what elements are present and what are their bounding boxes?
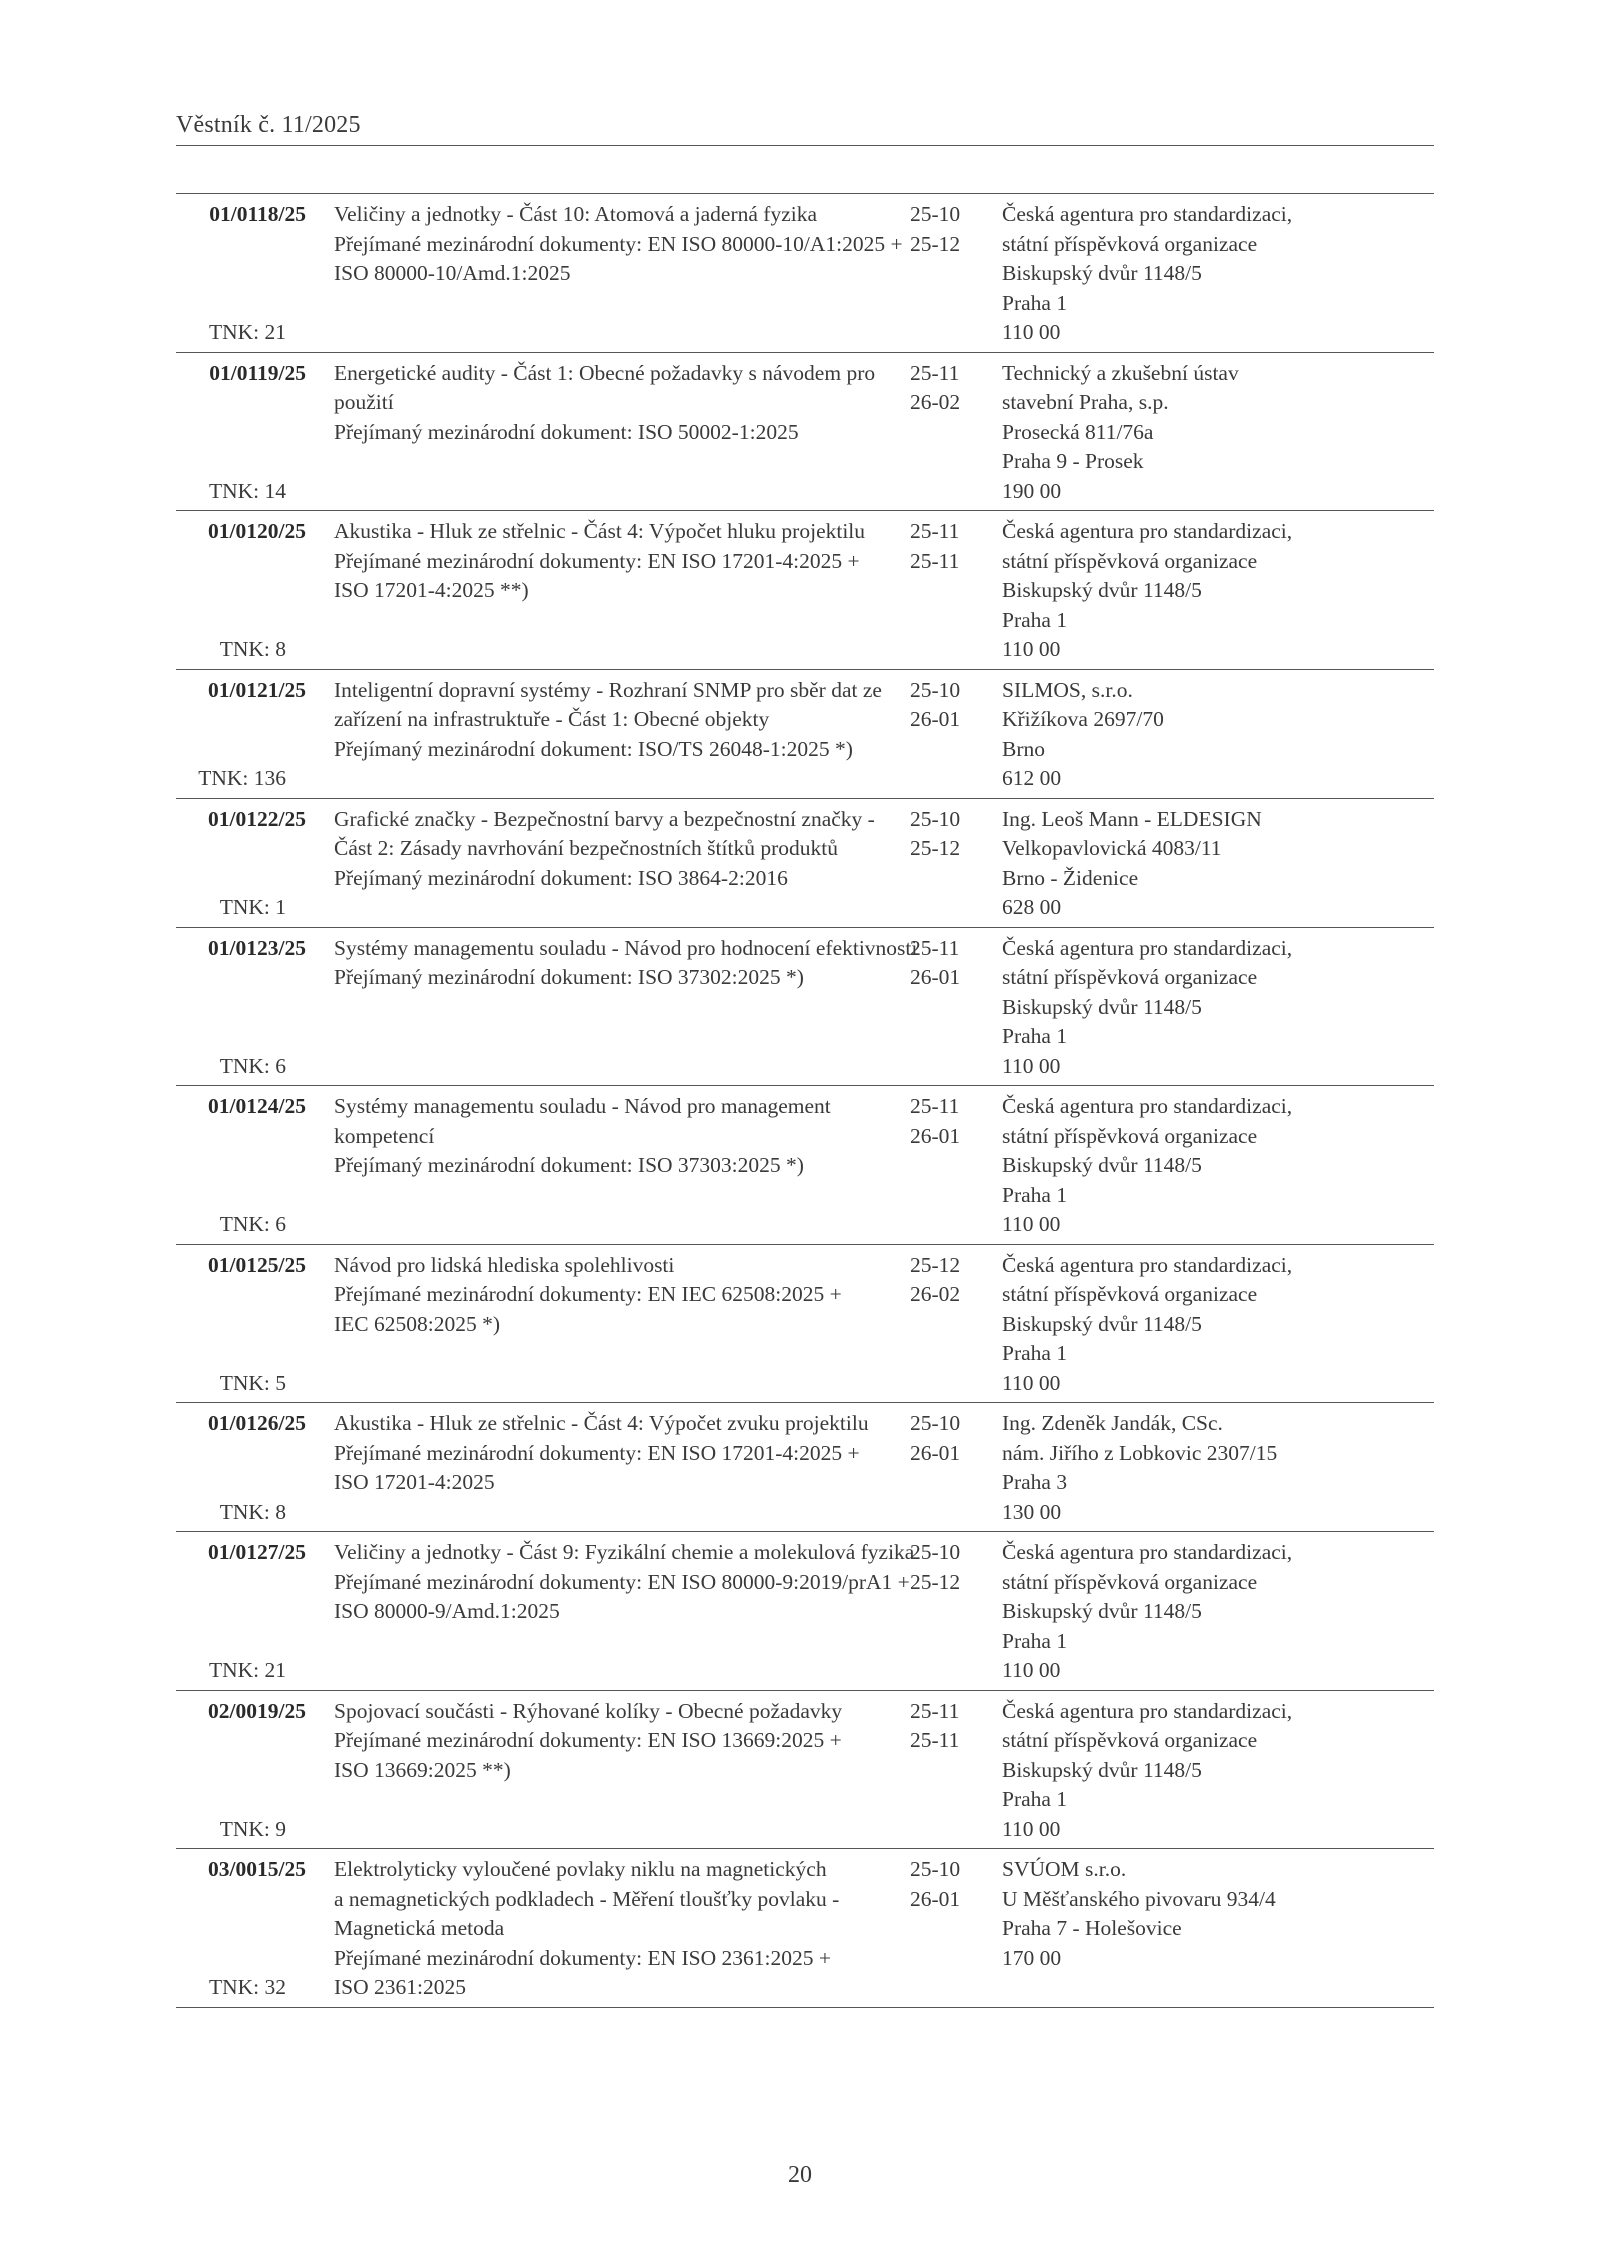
organization-line: 110 00: [1002, 320, 1061, 344]
organization-line: Praha 1: [1002, 1024, 1068, 1048]
date-line: 25-11: [910, 1728, 960, 1752]
standard-title-cell: [334, 1855, 886, 2003]
organization-line: SILMOS, s.r.o.: [1002, 677, 1133, 702]
organization-line: Praha 1: [1002, 607, 1068, 632]
organization-line: 110 00: [1002, 1053, 1061, 1078]
standard-number-cell: [176, 1697, 306, 1845]
organization-line: státní příspěvková organizace: [1002, 1123, 1258, 1148]
standard-title-cell: [334, 1697, 886, 1845]
standard-number: 01/0122/25: [208, 806, 306, 831]
organization-line: Brno - Židenice: [1002, 865, 1139, 890]
standard-title-cell: [334, 359, 886, 507]
organization-line: Biskupský dvůr 1148/5: [1002, 1757, 1202, 1782]
date-line: 25-11: [910, 1094, 960, 1118]
standard-number-cell: [176, 200, 306, 348]
title-line: Část 2: Zásady navrhování bezpečnostních štítků produktů: [334, 836, 838, 860]
standard-title-cell: [334, 200, 903, 348]
tnk-label: TNK: 21: [208, 1658, 286, 1682]
organization-line: Biskupský dvůr 1148/5: [1002, 1311, 1202, 1336]
date-line: 26-02: [910, 1282, 961, 1306]
date-line: 25-10: [910, 806, 961, 831]
table-row: [176, 194, 1434, 353]
organization-line: Česká agentura pro standardizaci,: [1002, 202, 1293, 226]
tnk-label: TNK: 21: [208, 320, 286, 344]
tnk-label: TNK: 136: [198, 766, 286, 790]
table-row: [176, 1086, 1434, 1245]
date-line: 25-11: [910, 935, 960, 960]
title-line: IEC 62508:2025 *): [334, 1311, 501, 1336]
standard-title-cell: [334, 1538, 915, 1686]
date-line: 25-12: [910, 1252, 961, 1277]
table-row: [176, 353, 1434, 512]
title-line: použití: [334, 390, 394, 414]
table-row: [176, 928, 1434, 1087]
date-line: 25-11: [910, 1698, 960, 1723]
organization-line: Biskupský dvůr 1148/5: [1002, 1599, 1202, 1623]
date-line: 25-11: [910, 548, 960, 573]
date-line: 25-10: [910, 1857, 961, 1881]
standard-number-cell: [176, 1538, 306, 1686]
standard-number: 01/0123/25: [208, 935, 306, 960]
title-line: ISO 17201-4:2025: [334, 1470, 495, 1494]
standard-number: 01/0127/25: [208, 1540, 306, 1564]
organization-line: Česká agentura pro standardizaci,: [1002, 1540, 1293, 1564]
title-line: Inteligentní dopravní systémy - Rozhraní SNMP pro sběr dat ze: [334, 677, 882, 702]
title-line: Magnetická metoda: [334, 1916, 505, 1940]
dates-cell: [910, 1697, 988, 1845]
tnk-label: TNK: 1: [219, 895, 286, 919]
dates-cell: [910, 1092, 988, 1240]
organization-line: Česká agentura pro standardizaci,: [1002, 1252, 1293, 1277]
standard-number-cell: [176, 1251, 306, 1399]
organization-cell: [1002, 517, 1434, 665]
dates-cell: [910, 805, 988, 923]
organization-line: Česká agentura pro standardizaci,: [1002, 1094, 1293, 1118]
dates-cell: [910, 200, 988, 348]
organization-line: Křižíkova 2697/70: [1002, 707, 1164, 731]
organization-line: 130 00: [1002, 1499, 1062, 1524]
organization-line: 628 00: [1002, 895, 1062, 919]
standard-number: 01/0120/25: [208, 519, 306, 543]
title-line: Přejímaný mezinárodní dokument: ISO 37302:2025 *): [334, 965, 804, 989]
title-line: Veličiny a jednotky - Část 9: Fyzikální chemie a molekulová fyzika: [334, 1540, 915, 1564]
title-line: Přejímané mezinárodní dokumenty: EN ISO 17201-4:2025 +: [334, 1440, 860, 1465]
standard-number: 01/0126/25: [208, 1411, 306, 1435]
organization-line: 170 00: [1002, 1945, 1062, 1970]
standard-number-cell: [176, 676, 306, 794]
tnk-label: TNK: 5: [219, 1370, 286, 1395]
title-line: Přejímaný mezinárodní dokument: ISO 3864-2:2016: [334, 865, 788, 890]
title-line: Systémy managementu souladu - Návod pro management: [334, 1094, 831, 1118]
date-line: 25-10: [910, 677, 961, 702]
tnk-label: TNK: 32: [208, 1975, 286, 1999]
table-row: [176, 1691, 1434, 1850]
organization-line: 110 00: [1002, 1658, 1061, 1682]
tnk-label: TNK: 8: [219, 637, 286, 661]
standards-table: [176, 193, 1434, 2008]
title-line: Přejímané mezinárodní dokumenty: EN IEC 62508:2025 +: [334, 1282, 842, 1306]
organization-line: 110 00: [1002, 1816, 1061, 1841]
title-line: Akustika - Hluk ze střelnic - Část 4: Výpočet hluku projektilu: [334, 519, 866, 543]
standard-title-cell: [334, 1092, 886, 1240]
title-line: Přejímané mezinárodní dokumenty: EN ISO 80000-10/A1:2025 +: [334, 231, 903, 256]
date-line: 26-01: [910, 1886, 961, 1911]
title-line: Přejímané mezinárodní dokumenty: EN ISO 17201-4:2025 +: [334, 548, 860, 573]
table-row: [176, 1403, 1434, 1532]
organization-line: Praha 7 - Holešovice: [1002, 1916, 1182, 1940]
organization-cell: [1002, 805, 1434, 923]
title-line: ISO 13669:2025 **): [334, 1757, 511, 1782]
standard-number-cell: [176, 805, 306, 923]
title-line: ISO 80000-10/Amd.1:2025: [334, 261, 571, 285]
organization-cell: [1002, 1855, 1434, 2003]
organization-line: státní příspěvková organizace: [1002, 231, 1258, 256]
date-line: 25-12: [910, 1569, 961, 1594]
organization-line: státní příspěvková organizace: [1002, 1569, 1258, 1594]
title-line: ISO 80000-9/Amd.1:2025: [334, 1599, 560, 1623]
date-line: 26-01: [910, 1440, 961, 1465]
table-row: [176, 1849, 1434, 2008]
organization-cell: [1002, 1538, 1434, 1686]
dates-cell: [910, 676, 988, 794]
organization-line: státní příspěvková organizace: [1002, 965, 1258, 989]
header-divider: [176, 145, 1434, 146]
date-line: 25-10: [910, 1411, 961, 1435]
organization-line: Česká agentura pro standardizaci,: [1002, 935, 1293, 960]
date-line: 26-01: [910, 707, 961, 731]
standard-number-cell: [176, 934, 306, 1082]
organization-line: 110 00: [1002, 1212, 1061, 1236]
organization-cell: [1002, 1251, 1434, 1399]
title-line: ISO 17201-4:2025 **): [334, 578, 529, 602]
dates-cell: [910, 1855, 988, 2003]
organization-line: Biskupský dvůr 1148/5: [1002, 1153, 1202, 1177]
organization-line: Brno: [1002, 736, 1045, 761]
organization-line: Biskupský dvůr 1148/5: [1002, 578, 1202, 602]
standard-number-cell: [176, 359, 306, 507]
standard-number-cell: [176, 517, 306, 665]
title-line: Přejímané mezinárodní dokumenty: EN ISO 2361:2025 +: [334, 1945, 831, 1970]
organization-line: Praha 1: [1002, 1787, 1068, 1811]
title-line: Přejímaný mezinárodní dokument: ISO 50002-1:2025: [334, 419, 799, 444]
standard-number: 01/0125/25: [208, 1252, 306, 1277]
page-number: 20: [788, 2162, 812, 2188]
organization-line: 110 00: [1002, 1370, 1061, 1395]
dates-cell: [910, 1538, 988, 1686]
standard-number-cell: [176, 1092, 306, 1240]
date-line: 25-12: [910, 231, 961, 256]
organization-line: Biskupský dvůr 1148/5: [1002, 994, 1202, 1019]
organization-line: 110 00: [1002, 637, 1061, 661]
date-line: 26-02: [910, 390, 961, 414]
organization-line: Velkopavlovická 4083/11: [1002, 836, 1222, 860]
title-line: ISO 2361:2025: [334, 1975, 466, 1999]
dates-cell: [910, 1251, 988, 1399]
organization-line: Praha 3: [1002, 1470, 1068, 1494]
table-row: [176, 799, 1434, 928]
organization-line: Ing. Leoš Mann - ELDESIGN: [1002, 806, 1262, 831]
title-line: Přejímaný mezinárodní dokument: ISO/TS 26048-1:2025 *): [334, 736, 853, 761]
date-line: 25-10: [910, 202, 961, 226]
standard-number: 01/0118/25: [209, 202, 306, 226]
dates-cell: [910, 934, 988, 1082]
organization-cell: [1002, 200, 1434, 348]
organization-line: Česká agentura pro standardizaci,: [1002, 1698, 1293, 1723]
organization-cell: [1002, 676, 1434, 794]
standard-number: 03/0015/25: [208, 1857, 306, 1881]
organization-line: státní příspěvková organizace: [1002, 1282, 1258, 1306]
organization-cell: [1002, 1092, 1434, 1240]
date-line: 25-10: [910, 1540, 961, 1564]
standard-title-cell: [334, 1251, 886, 1399]
date-line: 25-11: [910, 360, 960, 385]
standard-title-cell: [334, 1409, 886, 1527]
table-row: [176, 1532, 1434, 1691]
organization-cell: [1002, 1697, 1434, 1845]
organization-line: Praha 1: [1002, 290, 1068, 315]
date-line: 25-11: [910, 519, 960, 543]
organization-line: Praha 1: [1002, 1182, 1068, 1207]
title-line: Přejímané mezinárodní dokumenty: EN ISO 80000-9:2019/prA1 +: [334, 1569, 910, 1594]
organization-line: nám. Jiřího z Lobkovic 2307/15: [1002, 1440, 1278, 1465]
date-line: 26-01: [910, 965, 961, 989]
standard-number-cell: [176, 1409, 306, 1527]
organization-line: SVÚOM s.r.o.: [1002, 1857, 1127, 1881]
title-line: a nemagnetických podkladech - Měření tloušťky povlaku -: [334, 1886, 840, 1911]
tnk-label: TNK: 8: [219, 1499, 286, 1524]
organization-line: Technický a zkušební ústav: [1002, 360, 1239, 385]
standard-number: 01/0124/25: [208, 1094, 306, 1118]
table-row: [176, 511, 1434, 670]
date-line: 26-01: [910, 1123, 961, 1148]
organization-line: Prosecká 811/76a: [1002, 419, 1154, 444]
title-line: Energetické audity - Část 1: Obecné požadavky s návodem pro: [334, 360, 876, 385]
tnk-label: TNK: 9: [219, 1816, 286, 1841]
title-line: Návod pro lidská hlediska spolehlivosti: [334, 1252, 675, 1277]
organization-line: U Měšťanského pivovaru 934/4: [1002, 1886, 1276, 1911]
dates-cell: [910, 1409, 988, 1527]
organization-line: stavební Praha, s.p.: [1002, 390, 1169, 414]
standard-number-cell: [176, 1855, 306, 2003]
organization-line: Biskupský dvůr 1148/5: [1002, 261, 1202, 285]
organization-line: 190 00: [1002, 478, 1062, 503]
dates-cell: [910, 517, 988, 665]
organization-cell: [1002, 934, 1434, 1082]
title-line: Elektrolyticky vyloučené povlaky niklu na magnetických: [334, 1857, 827, 1881]
organization-line: státní příspěvková organizace: [1002, 1728, 1258, 1752]
title-line: kompetencí: [334, 1123, 435, 1148]
date-line: 25-12: [910, 836, 961, 860]
organization-cell: [1002, 359, 1434, 507]
table-row: [176, 1245, 1434, 1404]
standard-title-cell: [334, 805, 886, 923]
title-line: Přejímané mezinárodní dokumenty: EN ISO 13669:2025 +: [334, 1728, 842, 1752]
tnk-label: TNK: 6: [219, 1053, 286, 1078]
page-header-title: Věstník č. 11/2025: [176, 112, 361, 138]
organization-line: Česká agentura pro standardizaci,: [1002, 519, 1293, 543]
standard-title-cell: [334, 517, 886, 665]
title-line: Akustika - Hluk ze střelnic - Část 4: Výpočet zvuku projektilu: [334, 1411, 869, 1435]
tnk-label: TNK: 6: [219, 1212, 286, 1236]
organization-line: Praha 1: [1002, 1628, 1068, 1653]
title-line: zařízení na infrastruktuře - Část 1: Obecné objekty: [334, 707, 770, 731]
title-line: Veličiny a jednotky - Část 10: Atomová a jaderná fyzika: [334, 202, 818, 226]
organization-line: Praha 9 - Prosek: [1002, 449, 1144, 473]
title-line: Spojovací součásti - Rýhované kolíky - Obecné požadavky: [334, 1698, 843, 1723]
title-line: Grafické značky - Bezpečnostní barvy a bezpečnostní značky -: [334, 806, 875, 831]
table-row: [176, 670, 1434, 799]
standard-number: 01/0121/25: [208, 677, 306, 702]
title-line: Přejímaný mezinárodní dokument: ISO 37303:2025 *): [334, 1153, 804, 1177]
standard-title-cell: [334, 934, 918, 1082]
standard-number: 01/0119/25: [209, 360, 306, 385]
organization-line: Praha 1: [1002, 1341, 1068, 1365]
organization-cell: [1002, 1409, 1434, 1527]
tnk-label: TNK: 14: [208, 478, 286, 503]
dates-cell: [910, 359, 988, 507]
organization-line: státní příspěvková organizace: [1002, 548, 1258, 573]
standard-title-cell: [334, 676, 886, 794]
organization-line: 612 00: [1002, 766, 1062, 790]
standard-number: 02/0019/25: [208, 1698, 306, 1723]
title-line: Systémy managementu souladu - Návod pro hodnocení efektivnosti: [334, 935, 918, 960]
organization-line: Ing. Zdeněk Jandák, CSc.: [1002, 1411, 1223, 1435]
